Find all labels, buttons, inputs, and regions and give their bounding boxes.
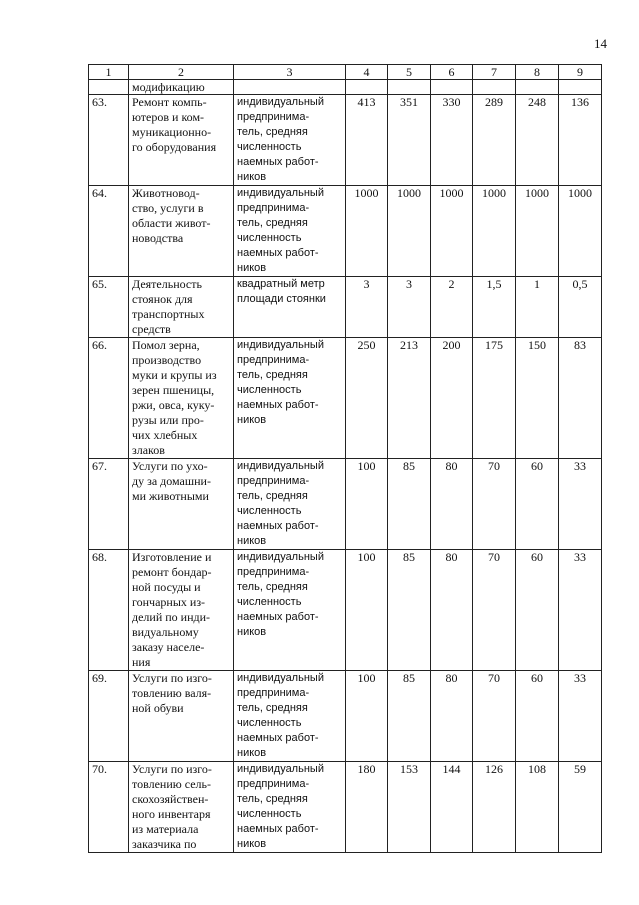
value-cell: 59 bbox=[559, 762, 602, 853]
physical-indicator-line: предпринима- bbox=[237, 475, 310, 487]
row-number: 70. bbox=[89, 762, 129, 853]
row-number: 69. bbox=[89, 671, 129, 762]
value-cell: 144 bbox=[431, 762, 473, 853]
tariff-table bbox=[88, 64, 602, 853]
activity-name-line: зерен пшеницы, bbox=[132, 383, 215, 397]
physical-indicator bbox=[234, 186, 346, 277]
value-cell: 70 bbox=[473, 550, 516, 671]
activity-name-line: скохозяйствен- bbox=[132, 792, 209, 806]
continuation-value-cell bbox=[516, 80, 559, 95]
continuation-value-cell bbox=[473, 80, 516, 95]
value-cell: 1000 bbox=[346, 186, 388, 277]
physical-indicator-line: наемных работ- bbox=[237, 156, 319, 168]
activity-name-line: заказу населе- bbox=[132, 640, 205, 654]
activity-name-line: ремонт бондар- bbox=[132, 565, 212, 579]
value-cell: 33 bbox=[559, 550, 602, 671]
physical-indicator-line: ников bbox=[237, 838, 267, 850]
row-number: 66. bbox=[89, 338, 129, 459]
physical-indicator-line: численность bbox=[237, 505, 302, 517]
value-cell: 126 bbox=[473, 762, 516, 853]
continuation-unit-cell bbox=[234, 80, 346, 95]
activity-name-line: ство, услуги в bbox=[132, 201, 204, 215]
physical-indicator-line: тель, средняя bbox=[237, 369, 308, 381]
activity-name-line: товлению сель- bbox=[132, 777, 211, 791]
value-cell: 1000 bbox=[431, 186, 473, 277]
physical-indicator-line: индивидуальный bbox=[237, 187, 324, 199]
activity-name-line: транспортных bbox=[132, 307, 205, 321]
value-cell: 351 bbox=[388, 95, 431, 186]
physical-indicator bbox=[234, 95, 346, 186]
physical-indicator-line: индивидуальный bbox=[237, 339, 324, 351]
continuation-text: модификацию bbox=[129, 80, 234, 95]
value-cell: 33 bbox=[559, 459, 602, 550]
activity-name bbox=[129, 671, 234, 762]
header-cell: 8 bbox=[516, 65, 559, 80]
activity-name-line: заказчика по bbox=[132, 837, 197, 851]
value-cell: 60 bbox=[516, 459, 559, 550]
value-cell: 85 bbox=[388, 550, 431, 671]
activity-name-line: го оборудования bbox=[132, 140, 217, 154]
value-cell: 3 bbox=[388, 277, 431, 338]
table-row bbox=[89, 671, 602, 762]
value-cell: 100 bbox=[346, 550, 388, 671]
physical-indicator bbox=[234, 762, 346, 853]
physical-indicator-line: наемных работ- bbox=[237, 247, 319, 259]
activity-name-line: стоянок для bbox=[132, 292, 193, 306]
row-number: 64. bbox=[89, 186, 129, 277]
activity-name-line: ютеров и ком- bbox=[132, 110, 205, 124]
activity-name-line: новодства bbox=[132, 231, 184, 245]
row-number: 68. bbox=[89, 550, 129, 671]
physical-indicator-line: квадратный метр bbox=[237, 278, 325, 290]
value-cell: 60 bbox=[516, 671, 559, 762]
physical-indicator-line: предпринима- bbox=[237, 778, 310, 790]
continuation-num-cell bbox=[89, 80, 129, 95]
value-cell: 213 bbox=[388, 338, 431, 459]
physical-indicator-line: ников bbox=[237, 535, 267, 547]
physical-indicator-line: предпринима- bbox=[237, 202, 310, 214]
header-cell: 6 bbox=[431, 65, 473, 80]
value-cell: 85 bbox=[388, 459, 431, 550]
activity-name bbox=[129, 277, 234, 338]
activity-name-line: Услуги по ухо- bbox=[132, 459, 208, 473]
physical-indicator-line: ников bbox=[237, 262, 267, 274]
activity-name-line: ния bbox=[132, 655, 151, 669]
continuation-value-cell bbox=[388, 80, 431, 95]
value-cell: 180 bbox=[346, 762, 388, 853]
header-cell: 9 bbox=[559, 65, 602, 80]
value-cell: 60 bbox=[516, 550, 559, 671]
table-row bbox=[89, 550, 602, 671]
physical-indicator-line: предпринима- bbox=[237, 111, 310, 123]
activity-name-line: Ремонт компь- bbox=[132, 95, 207, 109]
value-cell: 1000 bbox=[516, 186, 559, 277]
physical-indicator-line: ников bbox=[237, 171, 267, 183]
page-number: 14 bbox=[594, 36, 607, 51]
header-cell: 2 bbox=[129, 65, 234, 80]
row-number: 63. bbox=[89, 95, 129, 186]
activity-name-line: ми животными bbox=[132, 489, 209, 503]
activity-name-line: рузы или про- bbox=[132, 413, 204, 427]
activity-name-line: области живот- bbox=[132, 216, 211, 230]
physical-indicator bbox=[234, 459, 346, 550]
value-cell: 2 bbox=[431, 277, 473, 338]
activity-name-line: ного инвентаря bbox=[132, 807, 211, 821]
physical-indicator-line: индивидуальный bbox=[237, 460, 324, 472]
physical-indicator-line: численность bbox=[237, 384, 302, 396]
physical-indicator-line: численность bbox=[237, 596, 302, 608]
activity-name bbox=[129, 95, 234, 186]
physical-indicator-line: тель, средняя bbox=[237, 581, 308, 593]
header-cell: 4 bbox=[346, 65, 388, 80]
value-cell: 70 bbox=[473, 459, 516, 550]
physical-indicator-line: тель, средняя bbox=[237, 217, 308, 229]
physical-indicator-line: тель, средняя bbox=[237, 490, 308, 502]
value-cell: 153 bbox=[388, 762, 431, 853]
physical-indicator-line: индивидуальный bbox=[237, 96, 324, 108]
activity-name-line: гончарных из- bbox=[132, 595, 206, 609]
value-cell: 250 bbox=[346, 338, 388, 459]
activity-name-line: ной посуды и bbox=[132, 580, 201, 594]
value-cell: 100 bbox=[346, 671, 388, 762]
physical-indicator bbox=[234, 550, 346, 671]
physical-indicator-line: численность bbox=[237, 717, 302, 729]
physical-indicator-line: предпринима- bbox=[237, 687, 310, 699]
activity-name bbox=[129, 550, 234, 671]
activity-name-line: Изготовление и bbox=[132, 550, 212, 564]
value-cell: 1 bbox=[516, 277, 559, 338]
activity-name bbox=[129, 186, 234, 277]
physical-indicator-line: предпринима- bbox=[237, 354, 310, 366]
value-cell: 413 bbox=[346, 95, 388, 186]
physical-indicator-line: наемных работ- bbox=[237, 520, 319, 532]
header-row bbox=[89, 65, 602, 80]
physical-indicator-line: индивидуальный bbox=[237, 672, 324, 684]
activity-name-line: Животновод- bbox=[132, 186, 200, 200]
activity-name-line: делий по инди- bbox=[132, 610, 211, 624]
physical-indicator-line: индивидуальный bbox=[237, 763, 324, 775]
value-cell: 85 bbox=[388, 671, 431, 762]
value-cell: 248 bbox=[516, 95, 559, 186]
activity-name-line: Деятельность bbox=[132, 277, 202, 291]
activity-name-line: производство bbox=[132, 353, 202, 367]
value-cell: 80 bbox=[431, 550, 473, 671]
value-cell: 80 bbox=[431, 459, 473, 550]
activity-name-line: Услуги по изго- bbox=[132, 762, 212, 776]
activity-name-line: Помол зерна, bbox=[132, 338, 200, 352]
value-cell: 150 bbox=[516, 338, 559, 459]
value-cell: 108 bbox=[516, 762, 559, 853]
value-cell: 70 bbox=[473, 671, 516, 762]
activity-name-line: видуальному bbox=[132, 625, 199, 639]
activity-name-line: злаков bbox=[132, 443, 165, 457]
physical-indicator-line: индивидуальный bbox=[237, 551, 324, 563]
physical-indicator-line: наемных работ- bbox=[237, 823, 319, 835]
value-cell: 200 bbox=[431, 338, 473, 459]
value-cell: 1000 bbox=[388, 186, 431, 277]
row-number: 67. bbox=[89, 459, 129, 550]
value-cell: 83 bbox=[559, 338, 602, 459]
activity-name-line: ду за домашни- bbox=[132, 474, 211, 488]
value-cell: 3 bbox=[346, 277, 388, 338]
continuation-value-cell bbox=[431, 80, 473, 95]
table-row bbox=[89, 277, 602, 338]
physical-indicator-line: численность bbox=[237, 232, 302, 244]
header-cell: 5 bbox=[388, 65, 431, 80]
physical-indicator bbox=[234, 277, 346, 338]
value-cell: 80 bbox=[431, 671, 473, 762]
table-row bbox=[89, 459, 602, 550]
physical-indicator-line: тель, средняя bbox=[237, 126, 308, 138]
activity-name-line: ржи, овса, куку- bbox=[132, 398, 215, 412]
activity-name-line: муки и крупы из bbox=[132, 368, 217, 382]
physical-indicator-line: предпринима- bbox=[237, 566, 310, 578]
table-row bbox=[89, 338, 602, 459]
value-cell: 136 bbox=[559, 95, 602, 186]
physical-indicator-line: наемных работ- bbox=[237, 611, 319, 623]
header-cell: 3 bbox=[234, 65, 346, 80]
continuation-value-cell bbox=[559, 80, 602, 95]
physical-indicator-line: ников bbox=[237, 626, 267, 638]
header-cell: 7 bbox=[473, 65, 516, 80]
physical-indicator-line: тель, средняя bbox=[237, 793, 308, 805]
value-cell: 1,5 bbox=[473, 277, 516, 338]
activity-name bbox=[129, 459, 234, 550]
value-cell: 33 bbox=[559, 671, 602, 762]
physical-indicator-line: тель, средняя bbox=[237, 702, 308, 714]
physical-indicator bbox=[234, 671, 346, 762]
value-cell: 289 bbox=[473, 95, 516, 186]
activity-name-line: из материала bbox=[132, 822, 199, 836]
header-cell: 1 bbox=[89, 65, 129, 80]
physical-indicator-line: площади стоянки bbox=[237, 293, 326, 305]
activity-name-line: чих хлебных bbox=[132, 428, 198, 442]
physical-indicator-line: ников bbox=[237, 414, 267, 426]
table-row bbox=[89, 186, 602, 277]
value-cell: 0,5 bbox=[559, 277, 602, 338]
table-row bbox=[89, 762, 602, 853]
value-cell: 330 bbox=[431, 95, 473, 186]
physical-indicator-line: наемных работ- bbox=[237, 399, 319, 411]
row-number: 65. bbox=[89, 277, 129, 338]
physical-indicator-line: наемных работ- bbox=[237, 732, 319, 744]
physical-indicator-line: численность bbox=[237, 808, 302, 820]
physical-indicator-line: ников bbox=[237, 747, 267, 759]
value-cell: 100 bbox=[346, 459, 388, 550]
activity-name-line: ной обуви bbox=[132, 701, 184, 715]
activity-name-line: муникационно- bbox=[132, 125, 212, 139]
activity-name bbox=[129, 762, 234, 853]
activity-name-line: Услуги по изго- bbox=[132, 671, 212, 685]
value-cell: 175 bbox=[473, 338, 516, 459]
activity-name-line: средств bbox=[132, 322, 171, 336]
table-row bbox=[89, 95, 602, 186]
continuation-row bbox=[89, 80, 602, 95]
physical-indicator-line: численность bbox=[237, 141, 302, 153]
continuation-value-cell bbox=[346, 80, 388, 95]
activity-name-line: товлению валя- bbox=[132, 686, 212, 700]
value-cell: 1000 bbox=[473, 186, 516, 277]
value-cell: 1000 bbox=[559, 186, 602, 277]
activity-name bbox=[129, 338, 234, 459]
physical-indicator bbox=[234, 338, 346, 459]
